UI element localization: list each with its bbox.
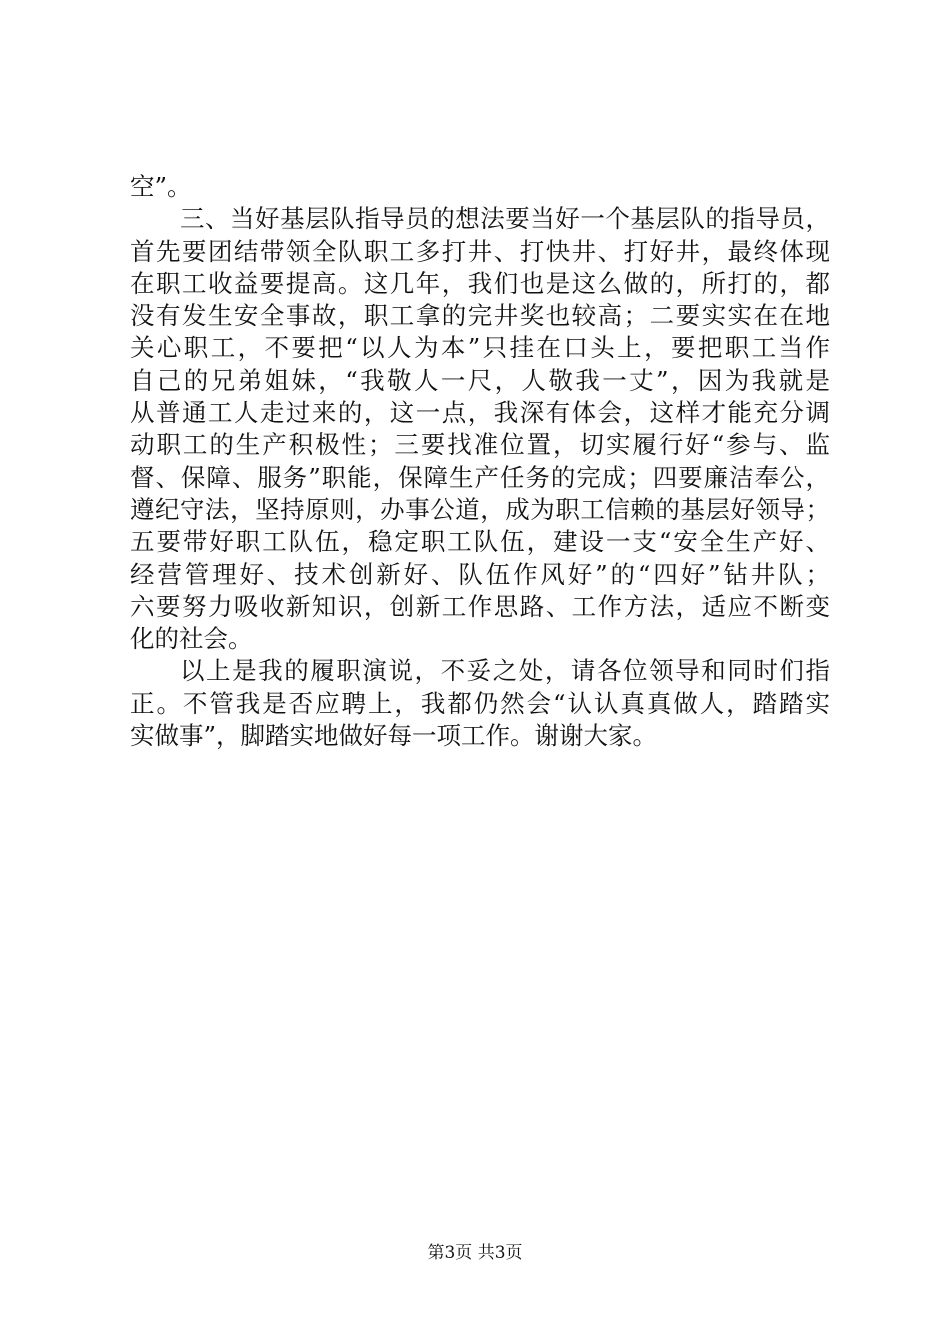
paragraph xyxy=(130,203,830,655)
page-footer xyxy=(0,1241,950,1265)
text-line: 三、当好基层队指导员的想法要当好一个基层队的指导员， xyxy=(180,204,830,234)
text-line: 经营管理好、技术创新好、队伍作风好”的“四好”钻井队； xyxy=(130,559,830,589)
text-line: 在职工收益要提高。这几年，我们也是这么做的，所打的，都 xyxy=(130,268,830,298)
text-line: 遵纪守法，坚持原则，办事公道，成为职工信赖的基层好领导； xyxy=(130,494,830,524)
text-line: 首先要团结带领全队职工多打井、打快井、打好井，最终体现 xyxy=(130,236,830,266)
text-line: 从普通工人走过来的，这一点，我深有体会，这样才能充分调 xyxy=(130,398,830,428)
text-line: 五要带好职工队伍，稳定职工队伍，建设一支“安全生产好、 xyxy=(130,527,830,557)
page-number-label: 第3页 共3页 xyxy=(427,1243,523,1263)
document-body xyxy=(130,171,830,752)
text-line: 没有发生安全事故，职工拿的完井奖也较高；二要实实在在地 xyxy=(130,301,830,331)
text-line: 化的社会。 xyxy=(130,624,253,654)
text-line: 督、保障、服务”职能，保障生产任务的完成；四要廉洁奉公， xyxy=(130,462,830,492)
text-line: 正。不管我是否应聘上，我都仍然会“认认真真做人，踏踏实 xyxy=(130,688,830,718)
text-line: 实做事”，脚踏实地做好每一项工作。谢谢大家。 xyxy=(130,721,658,751)
text-line: 自己的兄弟姐妹，“我敬人一尺，人敬我一丈”，因为我就是 xyxy=(130,365,830,395)
text-line: 六要努力吸收新知识，创新工作思路、工作方法，适应不断变 xyxy=(130,591,830,621)
text-line: 以上是我的履职演说，不妥之处，请各位领导和同时们指 xyxy=(180,656,830,686)
paragraph xyxy=(130,655,830,752)
text-line: 动职工的生产积极性；三要找准位置，切实履行好“参与、监 xyxy=(130,430,830,460)
text-line: 关心职工，不要把“以人为本”只挂在口头上，要把职工当作 xyxy=(130,333,830,363)
text-line: 空”。 xyxy=(130,172,192,201)
paragraph xyxy=(130,171,830,203)
